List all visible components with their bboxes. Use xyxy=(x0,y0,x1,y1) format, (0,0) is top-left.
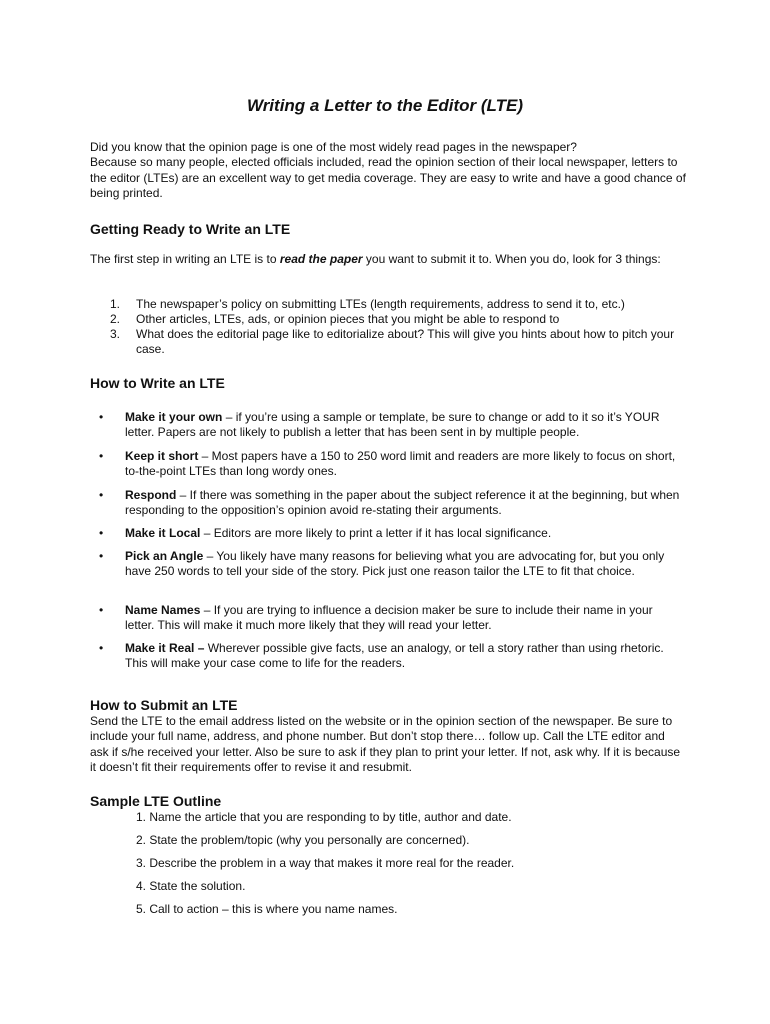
numbered-item-text: What does the editorial page like to editorialize about? This will give you hints about how to pitch your case. xyxy=(136,327,675,357)
bullet-item-bold: Make it Local xyxy=(125,526,201,540)
bullet-item-make-it-local xyxy=(99,526,684,541)
bullet-icon: • xyxy=(99,410,104,424)
outline-item-1: 1. Name the article that you are responding to by title, author and date. xyxy=(136,810,512,824)
intro-line-2: Because so many people, elected officials included, read the opinion section of their local newspaper, letters to the editor (LTEs) are an excellent way to get media coverage. They are easy to write and have a good chance of being printed. xyxy=(90,155,686,200)
numbered-item-3 xyxy=(110,327,680,358)
numbered-item-1 xyxy=(110,297,680,312)
read-the-paper-emphasis: read the paper xyxy=(279,252,363,266)
bullet-icon: • xyxy=(99,449,104,463)
bullet-icon: • xyxy=(99,549,104,563)
numbered-item-number: 3. xyxy=(110,327,121,341)
outline-item-4: 4. State the solution. xyxy=(136,879,246,893)
bullet-item-make-it-real xyxy=(99,641,684,672)
bullet-item-text: – If there was something in the paper about the subject reference it at the beginning, but when responding to the opposition’s opinion avoid re-stating their arguments. xyxy=(125,488,680,518)
bullet-item-make-it-your-own xyxy=(99,410,684,441)
bullet-icon: • xyxy=(99,488,104,502)
bullet-item-text: – Editors are more likely to print a letter if it has local significance. xyxy=(200,526,552,540)
bullet-icon: • xyxy=(99,603,104,617)
bullet-item-text: Wherever possible give facts, use an analogy, or tell a story rather than using rhetoric. This will make your case come to life for the readers. xyxy=(125,641,664,671)
outline-item-5: 5. Call to action – this is where you name names. xyxy=(136,902,398,916)
bullet-item-text: – Most papers have a 150 to 250 word limit and readers are more likely to focus on short, to-the-point LTEs than long wordy ones. xyxy=(125,449,676,479)
heading-how-to-submit: How to Submit an LTE xyxy=(90,697,238,713)
numbered-item-text: The newspaper’s policy on submitting LTEs (length requirements, address to send it to, etc.) xyxy=(136,297,625,311)
getting-ready-text-before: The first step in writing an LTE is to xyxy=(90,252,280,266)
bullet-item-bold: Make it Real – xyxy=(125,641,205,655)
bullet-item-keep-it-short xyxy=(99,449,684,480)
how-to-submit-paragraph: Send the LTE to the email address listed on the website or in the opinion section of the newspaper. Be sure to include your full name, address, and phone number. But don’t stop there… follow up. Call the LTE editor and ask if s/he received your letter. Also be sure to ask if they plan to print your letter. If not, ask why. If it is because it doesn’t fit their requirements offer to revise it and resubmit. xyxy=(90,714,681,774)
numbered-item-text: Other articles, LTEs, ads, or opinion pieces that you might be able to respond to xyxy=(136,312,560,326)
heading-sample-outline: Sample LTE Outline xyxy=(90,793,222,809)
bullet-icon: • xyxy=(99,526,104,540)
bullet-icon: • xyxy=(99,641,104,655)
bullet-item-text: – If you are trying to influence a decision maker be sure to include their name in your letter. This will make it much more likely that they will read your letter. xyxy=(125,603,653,633)
bullet-item-bold: Name Names xyxy=(125,603,201,617)
bullet-item-pick-an-angle xyxy=(99,549,684,580)
outline-item-3: 3. Describe the problem in a way that makes it more real for the reader. xyxy=(136,856,515,870)
page-title: Writing a Letter to the Editor (LTE) xyxy=(246,96,524,115)
bullet-item-bold: Keep it short xyxy=(125,449,199,463)
heading-getting-ready: Getting Ready to Write an LTE xyxy=(90,221,291,237)
numbered-item-number: 2. xyxy=(110,312,121,326)
bullet-item-text: – You likely have many reasons for believing what you are advocating for, but you only have 250 words to tell your side of the story. Pick just one reason tailor the LTE to fit that choice. xyxy=(125,549,665,579)
numbered-item-number: 1. xyxy=(110,297,121,311)
bullet-item-bold: Pick an Angle xyxy=(125,549,204,563)
getting-ready-text-after: you want to submit it to. When you do, look for 3 things: xyxy=(362,252,661,266)
bullet-item-bold: Make it your own xyxy=(125,410,223,424)
bullet-item-name-names xyxy=(99,603,684,634)
bullet-item-respond xyxy=(99,488,684,519)
numbered-item-2 xyxy=(110,312,680,327)
bullet-item-text: – if you’re using a sample or template, be sure to change or add to it so it’s YOUR letter. Papers are not likely to publish a letter that has been sent in by multiple people. xyxy=(125,410,660,440)
heading-how-to-write: How to Write an LTE xyxy=(90,375,225,391)
bullet-item-bold: Respond xyxy=(125,488,177,502)
intro-paragraph xyxy=(90,140,690,201)
outline-item-2: 2. State the problem/topic (why you personally are concerned). xyxy=(136,833,470,847)
getting-ready-paragraph xyxy=(90,252,675,267)
intro-line-1: Did you know that the opinion page is one of the most widely read pages in the newspaper? xyxy=(90,140,577,154)
